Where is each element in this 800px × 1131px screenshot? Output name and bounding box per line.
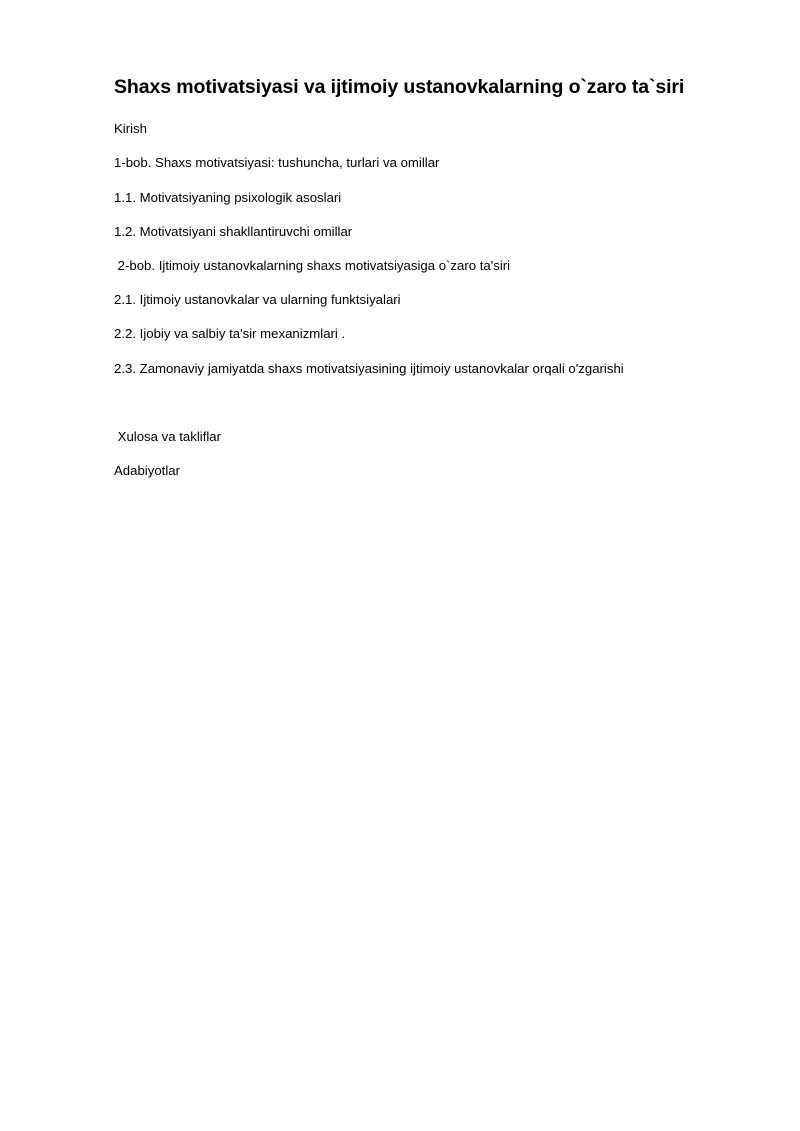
- toc-item-chapter-2: 2-bob. Ijtimoiy ustanovkalarning shaxs motivatsiyasiga o`zaro ta'siri: [114, 258, 511, 273]
- toc-item-section-2-2: 2.2. Ijobiy va salbiy ta'sir mexanizmlari .: [114, 326, 346, 341]
- toc-item-section-2-3: 2.3. Zamonaviy jamiyatda shaxs motivatsiyasining ijtimoiy ustanovkalar orqali o'zgarishi: [114, 361, 624, 376]
- toc-item-references: Adabiyotlar: [114, 463, 180, 478]
- toc-item-introduction: Kirish: [114, 121, 147, 136]
- toc-item-section-1-1: 1.1. Motivatsiyaning psixologik asoslari: [114, 190, 342, 205]
- toc-item-section-1-2: 1.2. Motivatsiyani shakllantiruvchi omillar: [114, 224, 353, 239]
- toc-item-chapter-1: 1-bob. Shaxs motivatsiyasi: tushuncha, turlari va omillar: [114, 155, 440, 170]
- toc-item-section-2-1: 2.1. Ijtimoiy ustanovkalar va ularning funktsiyalari: [114, 292, 401, 307]
- toc-item-conclusion: Xulosa va takliflar: [114, 429, 222, 444]
- document-title: Shaxs motivatsiyasi va ijtimoiy ustanovkalarning o`zaro ta`siri: [114, 76, 685, 98]
